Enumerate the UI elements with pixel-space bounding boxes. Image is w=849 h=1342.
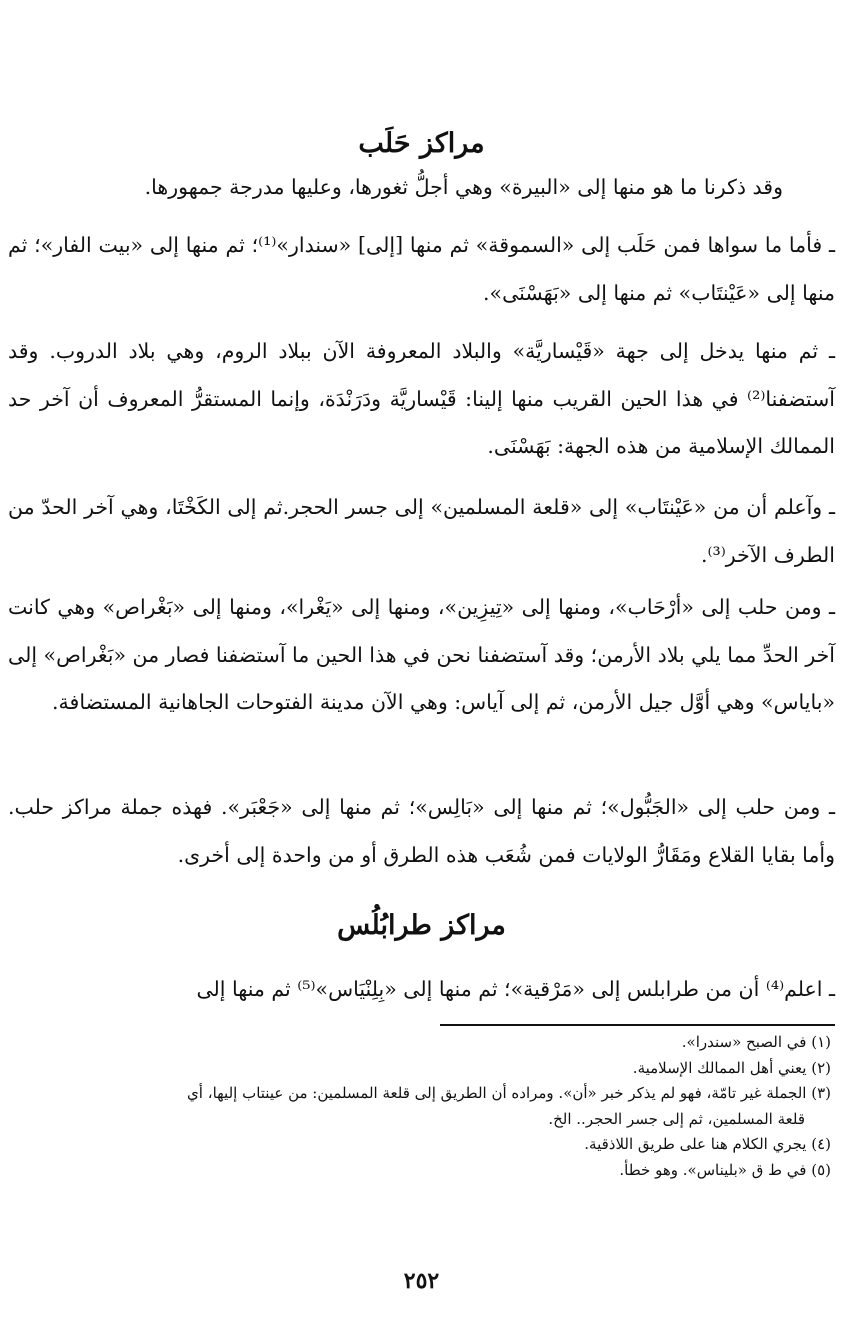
paragraph-3: ـ ثم منها يدخل إلى جهة «قَيْساريَّة» والبلاد المعروفة الآن ببلاد الروم، وهي بلاد الدروب. وقد آستضفنا⁽²⁾ في هذا الحين القريب منها إلينا: قَيْساريَّة ودَرَنْدَة، وإنما المستقرُّ المعروف أن آخر حد الممالك الإسلامية من هذه الجهة: بَهَسْنَى. — [8, 339, 835, 458]
paragraph-6: ـ ومن حلب إلى «الجَبُّول»؛ ثم منها إلى «بَالِس»؛ ثم منها إلى «جَعْبَر». فهذه جملة مراكز حلب. وأما بقايا القلاع ومَقَارُّ الولايات فمن شُعَب هذه الطرق أو من واحدة إلى أخرى. — [8, 795, 835, 867]
book-page — [8, 0, 835, 1342]
paragraph-5: ـ ومن حلب إلى «أرْحَاب»، ومنها إلى «تِيزِين»، ومنها إلى «يَغْرا»، ومنها إلى «بَغْراص» وهي كانت آخر الحدِّ مما يلي بلاد الأرمن؛ وقد آستضفنا نحن في هذا الحين ما آستضفنا فصار من «بَغْراص» إلى «باياس» وهي أوَّل جيل الأرمن، ثم إلى آياس: وهي الآن مدينة الفتوحات الجاهانية المستضافة. — [8, 595, 835, 714]
heading-tripoli-centers: مراكز طرابُلُس — [337, 910, 506, 941]
footnote-2: (٢) يعني أهل الممالك الإسلامية. — [632, 1058, 831, 1077]
paragraph-7: ـ اعلم⁽⁴⁾ أن من طرابلس إلى «مَرْقية»؛ ثم منها إلى «بِلِنْيَاس»⁽⁵⁾ ثم منها إلى — [196, 977, 835, 1001]
footnote-3: (٣) الجملة غير تامّة، فهو لم يذكر خبر «أن». ومراده أن الطريق إلى قلعة المسلمين: من عينتاب إليها، أي — [187, 1084, 831, 1102]
paragraph-2: ـ فأما ما سواها فمن حَلَب إلى «السموقة» ثم منها [إلى] «سندار»⁽¹⁾؛ ثم منها إلى «بيت الفار»؛ ثم منها إلى «عَيْنتَاب» ثم منها إلى «بَهَسْنَى». — [8, 233, 835, 305]
paragraph-1: وقد ذكرنا ما هو منها إلى «البيرة» وهي أجلُّ ثغورها، وعليها مدرجة جمهورها. — [144, 175, 783, 199]
footnote-5: (٥) في ط ق «بليناس». وهو خطأ. — [619, 1160, 831, 1179]
heading-aleppo-centers: مراكز حَلَب — [358, 128, 485, 160]
page-number: ٢٥٢ — [403, 1268, 440, 1294]
paragraph-4: ـ وآعلم أن من «عَيْنتَاب» إلى «قلعة المسلمين» إلى جسر الحجر.ثم إلى الكَخْتَا، وهي آخر الحدّ من الطرف الآخر⁽³⁾. — [8, 495, 835, 567]
footnote-divider — [440, 1024, 835, 1026]
footnotes — [8, 1030, 831, 1183]
footnote-3-continued: قلعة المسلمين، ثم إلى جسر الحجر.. الخ. — [548, 1109, 805, 1128]
footnote-4: (٤) يجري الكلام هنا على طريق اللاذقية. — [584, 1135, 831, 1153]
footnote-1: (١) في الصبح «سندرا». — [681, 1033, 831, 1051]
